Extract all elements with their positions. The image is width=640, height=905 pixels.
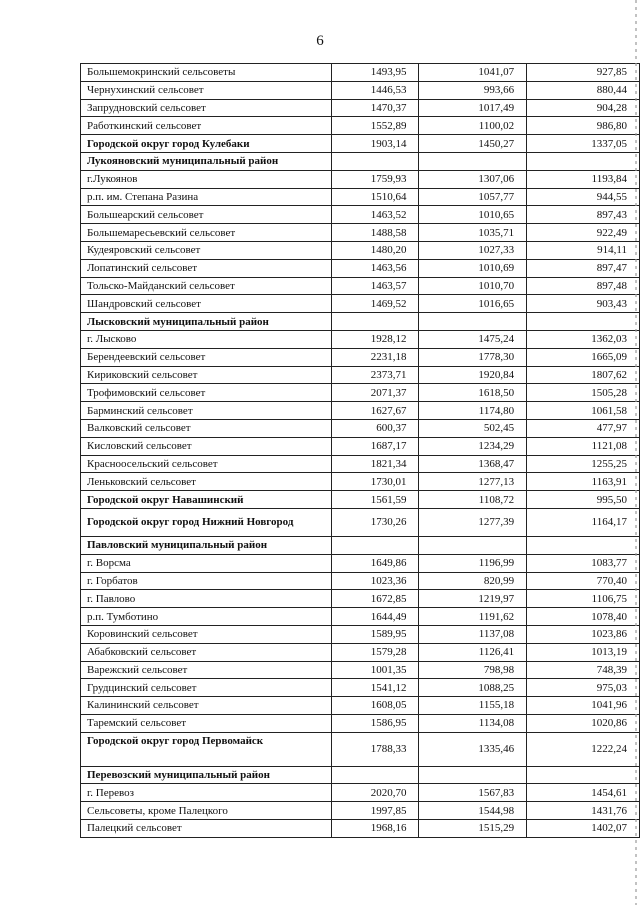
row-value1-cell: 1672,85 [331, 590, 419, 608]
table-row [81, 402, 640, 420]
row-name-cell: Красноосельский сельсовет [81, 455, 332, 473]
row-value2-cell [419, 313, 527, 331]
row-value2-cell: 1126,41 [419, 643, 527, 661]
row-name-cell: г. Перевоз [81, 784, 332, 802]
row-value1-cell: 1463,52 [331, 206, 419, 224]
row-value3-cell [527, 152, 640, 170]
row-value1-cell: 1001,35 [331, 661, 419, 679]
table-row [81, 766, 640, 784]
row-name-cell: Барминский сельсовет [81, 402, 332, 420]
row-value1-cell: 1968,16 [331, 820, 419, 838]
row-value2-cell: 1920,84 [419, 366, 527, 384]
row-value3-cell: 986,80 [527, 117, 640, 135]
row-value1-cell: 1579,28 [331, 643, 419, 661]
row-value3-cell [527, 536, 640, 554]
row-value3-cell: 1255,25 [527, 455, 640, 473]
row-value3-cell: 770,40 [527, 572, 640, 590]
table-row [81, 679, 640, 697]
row-name-cell: Варежский сельсовет [81, 661, 332, 679]
row-value2-cell: 1108,72 [419, 491, 527, 509]
row-value3-cell: 477,97 [527, 419, 640, 437]
row-name-cell: Кисловский сельсовет [81, 437, 332, 455]
row-value3-cell [527, 313, 640, 331]
row-value1-cell: 1627,67 [331, 402, 419, 420]
table-row [81, 366, 640, 384]
row-name-cell: Лопатинский сельсовет [81, 259, 332, 277]
table-row [81, 437, 640, 455]
row-value1-cell: 2020,70 [331, 784, 419, 802]
row-value3-cell: 1163,91 [527, 473, 640, 491]
row-value2-cell: 1544,98 [419, 802, 527, 820]
row-value2-cell: 1618,50 [419, 384, 527, 402]
table-row [81, 152, 640, 170]
table-row [81, 536, 640, 554]
row-name-cell: Кудеяровский сельсовет [81, 241, 332, 259]
row-value2-cell [419, 152, 527, 170]
row-value3-cell: 1402,07 [527, 820, 640, 838]
table-row [81, 135, 640, 153]
row-value3-cell: 1106,75 [527, 590, 640, 608]
row-name-cell: г. Павлово [81, 590, 332, 608]
table-row [81, 697, 640, 715]
page-number: 6 [316, 33, 324, 49]
row-value2-cell: 820,99 [419, 572, 527, 590]
table-row [81, 384, 640, 402]
row-value3-cell: 914,11 [527, 241, 640, 259]
row-name-cell: Шандровский сельсовет [81, 295, 332, 313]
table-row [81, 802, 640, 820]
row-value2-cell: 1010,69 [419, 259, 527, 277]
table-row [81, 590, 640, 608]
row-value2-cell: 1277,39 [419, 508, 527, 536]
row-value3-cell: 880,44 [527, 81, 640, 99]
row-name-cell: Берендеевский сельсовет [81, 348, 332, 366]
row-value2-cell: 1191,62 [419, 608, 527, 626]
row-value3-cell: 1083,77 [527, 554, 640, 572]
row-value3-cell: 1020,86 [527, 714, 640, 732]
table-row [81, 608, 640, 626]
row-value2-cell: 1057,77 [419, 188, 527, 206]
table-row [81, 117, 640, 135]
row-value1-cell: 2071,37 [331, 384, 419, 402]
row-name-cell: Перевозский муниципальный район [81, 766, 332, 784]
row-value1-cell: 1446,53 [331, 81, 419, 99]
row-value1-cell: 1561,59 [331, 491, 419, 509]
row-name-cell: Городской округ город Нижний Новгород [81, 508, 332, 536]
row-value2-cell: 1100,02 [419, 117, 527, 135]
row-value1-cell [331, 536, 419, 554]
row-value3-cell: 1807,62 [527, 366, 640, 384]
tariff-table [80, 63, 640, 838]
table-row [81, 348, 640, 366]
row-value2-cell: 1010,70 [419, 277, 527, 295]
row-value2-cell [419, 766, 527, 784]
row-name-cell: Городской округ Навашинский [81, 491, 332, 509]
row-name-cell: Лысковский муниципальный район [81, 313, 332, 331]
row-value1-cell: 1480,20 [331, 241, 419, 259]
tariff-table-container [80, 63, 640, 838]
table-row [81, 784, 640, 802]
row-name-cell: р.п. Тумботино [81, 608, 332, 626]
row-value2-cell: 993,66 [419, 81, 527, 99]
row-value1-cell: 1788,33 [331, 732, 419, 766]
row-value1-cell [331, 766, 419, 784]
row-name-cell: Абабковский сельсовет [81, 643, 332, 661]
row-value3-cell: 1061,58 [527, 402, 640, 420]
row-value2-cell: 502,45 [419, 419, 527, 437]
row-value1-cell: 600,37 [331, 419, 419, 437]
row-value1-cell: 1644,49 [331, 608, 419, 626]
table-row [81, 224, 640, 242]
row-name-cell: Городской округ город Кулебаки [81, 135, 332, 153]
row-value1-cell: 1903,14 [331, 135, 419, 153]
row-value1-cell: 1649,86 [331, 554, 419, 572]
table-row [81, 99, 640, 117]
row-name-cell: г. Горбатов [81, 572, 332, 590]
table-row [81, 820, 640, 838]
row-value1-cell: 1928,12 [331, 330, 419, 348]
row-value1-cell: 2373,71 [331, 366, 419, 384]
row-name-cell: р.п. им. Степана Разина [81, 188, 332, 206]
row-name-cell: Чернухинский сельсовет [81, 81, 332, 99]
row-name-cell: г. Ворсма [81, 554, 332, 572]
row-value2-cell: 1017,49 [419, 99, 527, 117]
row-value1-cell: 1687,17 [331, 437, 419, 455]
row-value3-cell: 1078,40 [527, 608, 640, 626]
row-value1-cell: 1730,26 [331, 508, 419, 536]
row-value1-cell: 1759,93 [331, 170, 419, 188]
row-name-cell: Калининский сельсовет [81, 697, 332, 715]
row-name-cell: Городской округ город Первомайск [81, 732, 332, 766]
table-row [81, 714, 640, 732]
row-value1-cell: 1997,85 [331, 802, 419, 820]
row-value2-cell: 1307,06 [419, 170, 527, 188]
table-row [81, 554, 640, 572]
row-name-cell: Лукояновский муниципальный район [81, 152, 332, 170]
row-name-cell: Трофимовский сельсовет [81, 384, 332, 402]
row-name-cell: Сельсоветы, кроме Палецкого [81, 802, 332, 820]
row-value2-cell: 1155,18 [419, 697, 527, 715]
table-row [81, 473, 640, 491]
row-value3-cell: 748,39 [527, 661, 640, 679]
table-row [81, 259, 640, 277]
row-name-cell: Грудцинский сельсовет [81, 679, 332, 697]
row-value1-cell: 1541,12 [331, 679, 419, 697]
row-value1-cell [331, 152, 419, 170]
row-value1-cell: 1488,58 [331, 224, 419, 242]
row-value1-cell: 2231,18 [331, 348, 419, 366]
row-value2-cell: 1174,80 [419, 402, 527, 420]
row-value2-cell [419, 536, 527, 554]
row-value1-cell: 1463,57 [331, 277, 419, 295]
row-name-cell: г.Лукоянов [81, 170, 332, 188]
table-row [81, 419, 640, 437]
row-name-cell: Валковский сельсовет [81, 419, 332, 437]
table-row [81, 643, 640, 661]
row-name-cell: Таремский сельсовет [81, 714, 332, 732]
table-row [81, 572, 640, 590]
row-value1-cell: 1821,34 [331, 455, 419, 473]
row-value3-cell: 1013,19 [527, 643, 640, 661]
table-body [81, 64, 640, 838]
row-value2-cell: 1219,97 [419, 590, 527, 608]
row-name-cell: Коровинский сельсовет [81, 625, 332, 643]
row-value3-cell: 922,49 [527, 224, 640, 242]
row-value3-cell [527, 766, 640, 784]
row-value1-cell: 1586,95 [331, 714, 419, 732]
row-value3-cell: 975,03 [527, 679, 640, 697]
table-row [81, 661, 640, 679]
row-value1-cell: 1510,64 [331, 188, 419, 206]
row-value2-cell: 1134,08 [419, 714, 527, 732]
row-value2-cell: 1088,25 [419, 679, 527, 697]
row-value3-cell: 1023,86 [527, 625, 640, 643]
row-value2-cell: 1335,46 [419, 732, 527, 766]
row-name-cell: Тольско-Майданский сельсовет [81, 277, 332, 295]
row-name-cell: Палецкий сельсовет [81, 820, 332, 838]
row-value1-cell: 1493,95 [331, 64, 419, 82]
row-value1-cell: 1589,95 [331, 625, 419, 643]
table-row [81, 625, 640, 643]
row-value2-cell: 1515,29 [419, 820, 527, 838]
row-value3-cell: 1454,61 [527, 784, 640, 802]
table-row [81, 313, 640, 331]
row-value1-cell [331, 313, 419, 331]
row-value1-cell: 1023,36 [331, 572, 419, 590]
row-name-cell: Большемаресьевский сельсовет [81, 224, 332, 242]
row-value3-cell: 1121,08 [527, 437, 640, 455]
row-value3-cell: 1041,96 [527, 697, 640, 715]
row-name-cell: г. Лысково [81, 330, 332, 348]
table-row [81, 241, 640, 259]
row-value2-cell: 1368,47 [419, 455, 527, 473]
row-value2-cell: 1475,24 [419, 330, 527, 348]
row-value3-cell: 897,48 [527, 277, 640, 295]
row-value2-cell: 1035,71 [419, 224, 527, 242]
table-row [81, 508, 640, 536]
row-value3-cell: 897,47 [527, 259, 640, 277]
scan-edge-artifact [635, 0, 637, 905]
row-value3-cell: 1431,76 [527, 802, 640, 820]
row-value2-cell: 1196,99 [419, 554, 527, 572]
table-row [81, 491, 640, 509]
row-value3-cell: 927,85 [527, 64, 640, 82]
row-value2-cell: 1450,27 [419, 135, 527, 153]
table-row [81, 277, 640, 295]
row-value3-cell: 1362,03 [527, 330, 640, 348]
row-name-cell: Большеарский сельсовет [81, 206, 332, 224]
row-value3-cell: 903,43 [527, 295, 640, 313]
table-row [81, 81, 640, 99]
row-name-cell: Павловский муниципальный район [81, 536, 332, 554]
row-value2-cell: 1027,33 [419, 241, 527, 259]
row-value1-cell: 1469,52 [331, 295, 419, 313]
row-value2-cell: 1041,07 [419, 64, 527, 82]
row-value2-cell: 798,98 [419, 661, 527, 679]
row-name-cell: Большемокринский сельсоветы [81, 64, 332, 82]
row-value3-cell: 1337,05 [527, 135, 640, 153]
row-value3-cell: 944,55 [527, 188, 640, 206]
row-name-cell: Запрудновский сельсовет [81, 99, 332, 117]
row-value2-cell: 1010,65 [419, 206, 527, 224]
row-value1-cell: 1552,89 [331, 117, 419, 135]
row-value2-cell: 1016,65 [419, 295, 527, 313]
row-value3-cell: 1505,28 [527, 384, 640, 402]
row-name-cell: Кириковский сельсовет [81, 366, 332, 384]
row-value1-cell: 1463,56 [331, 259, 419, 277]
table-row [81, 732, 640, 766]
row-value1-cell: 1608,05 [331, 697, 419, 715]
row-value1-cell: 1470,37 [331, 99, 419, 117]
row-value2-cell: 1234,29 [419, 437, 527, 455]
table-row [81, 295, 640, 313]
row-value3-cell: 995,50 [527, 491, 640, 509]
table-row [81, 330, 640, 348]
table-row [81, 455, 640, 473]
row-value3-cell: 897,43 [527, 206, 640, 224]
table-row [81, 206, 640, 224]
table-row [81, 188, 640, 206]
row-value2-cell: 1277,13 [419, 473, 527, 491]
row-value3-cell: 1665,09 [527, 348, 640, 366]
row-value1-cell: 1730,01 [331, 473, 419, 491]
row-name-cell: Работкинский сельсовет [81, 117, 332, 135]
row-value3-cell: 1193,84 [527, 170, 640, 188]
row-value3-cell: 1222,24 [527, 732, 640, 766]
row-name-cell: Леньковский сельсовет [81, 473, 332, 491]
table-row [81, 64, 640, 82]
row-value2-cell: 1567,83 [419, 784, 527, 802]
row-value3-cell: 1164,17 [527, 508, 640, 536]
row-value2-cell: 1137,08 [419, 625, 527, 643]
table-row [81, 170, 640, 188]
row-value3-cell: 904,28 [527, 99, 640, 117]
row-value2-cell: 1778,30 [419, 348, 527, 366]
